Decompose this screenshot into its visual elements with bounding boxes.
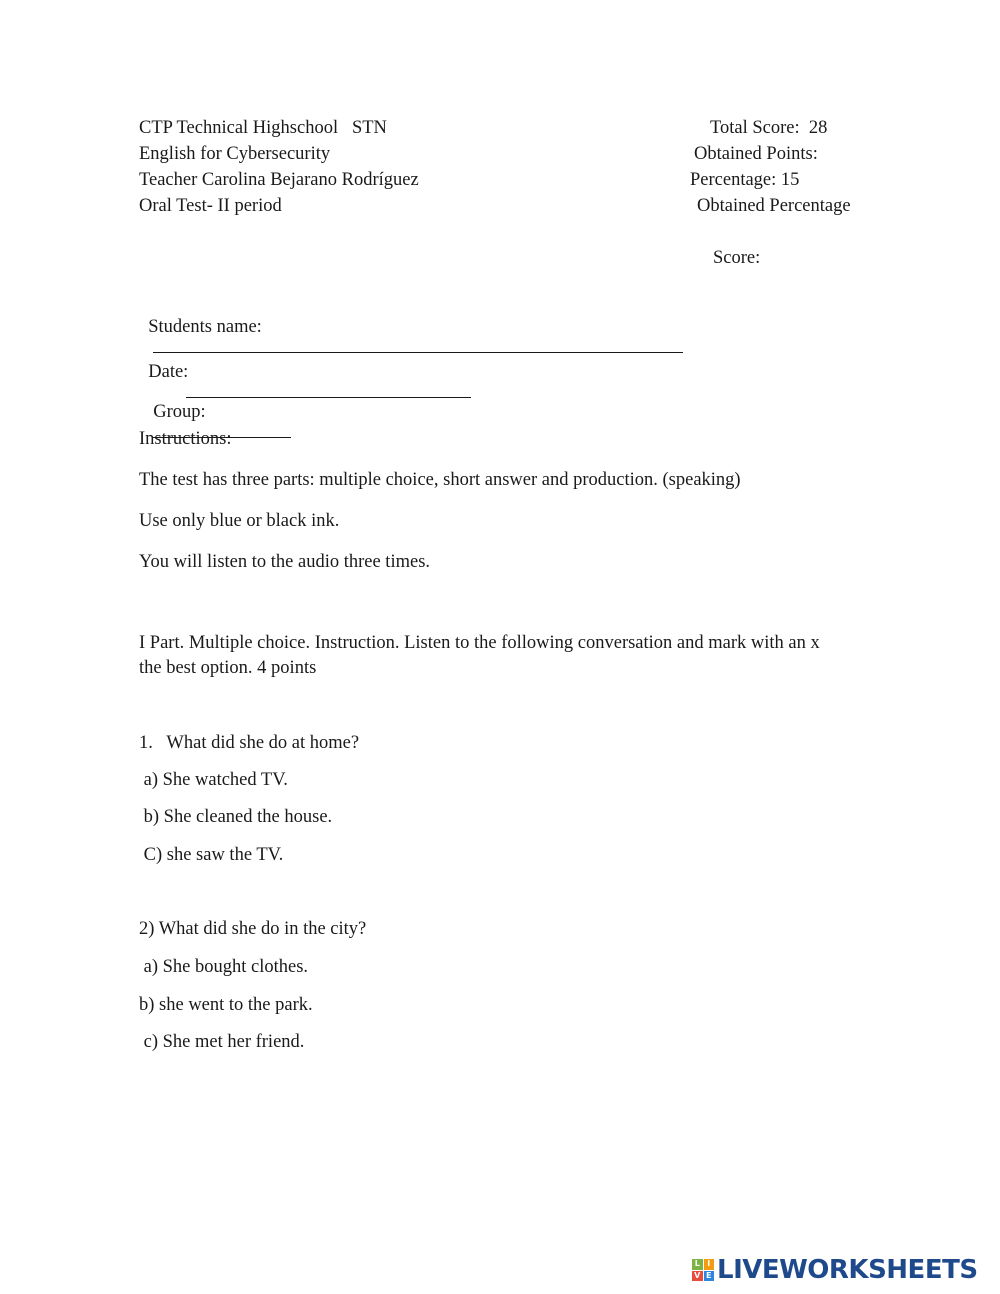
obtained-percentage: Obtained Percentage xyxy=(697,196,851,216)
part1-instruction: the best option. 4 points xyxy=(139,658,317,678)
instructions-title: Instructions: xyxy=(139,429,232,449)
question-2-option-b[interactable]: b) she went to the park. xyxy=(139,995,313,1015)
school-name: CTP Technical Highschool STN xyxy=(139,118,387,138)
question-2-option-c[interactable]: c) She met her friend. xyxy=(139,1032,305,1052)
question-1: 1. What did she do at home? xyxy=(139,733,360,753)
liveworksheets-logo-text: LIVEWORKSHEETS xyxy=(717,1255,978,1285)
date-label: Date: xyxy=(148,361,189,382)
total-score: Total Score: 28 xyxy=(710,118,828,138)
question-1-option-a[interactable]: a) She watched TV. xyxy=(139,770,288,790)
part1-instruction: I Part. Multiple choice. Instruction. Listen to the following conversation and mark with an x xyxy=(139,633,820,653)
teacher-name: Teacher Carolina Bejarano Rodríguez xyxy=(139,170,419,190)
date-group-row xyxy=(139,344,471,443)
instruction-line: The test has three parts: multiple choice, short answer and production. (speaking) xyxy=(139,470,741,490)
question-2-option-a[interactable]: a) She bought clothes. xyxy=(139,957,309,977)
percentage: Percentage: 15 xyxy=(690,170,800,190)
test-name: Oral Test- II period xyxy=(139,196,282,216)
student-name-label: Students name: xyxy=(148,316,262,337)
score-label: Score: xyxy=(713,248,761,268)
liveworksheets-logo xyxy=(692,1255,978,1285)
instruction-line: Use only blue or black ink. xyxy=(139,511,340,531)
question-2: 2) What did she do in the city? xyxy=(139,919,367,939)
liveworksheets-logo-icon: L I V E xyxy=(692,1259,714,1281)
obtained-points: Obtained Points: xyxy=(694,144,818,164)
group-label: Group: xyxy=(153,401,206,422)
date-field[interactable] xyxy=(186,381,471,398)
instruction-line: You will listen to the audio three times. xyxy=(139,552,431,572)
question-1-option-c[interactable]: C) she saw the TV. xyxy=(139,845,284,865)
course-name: English for Cybersecurity xyxy=(139,144,331,164)
question-1-option-b[interactable]: b) She cleaned the house. xyxy=(139,807,333,827)
